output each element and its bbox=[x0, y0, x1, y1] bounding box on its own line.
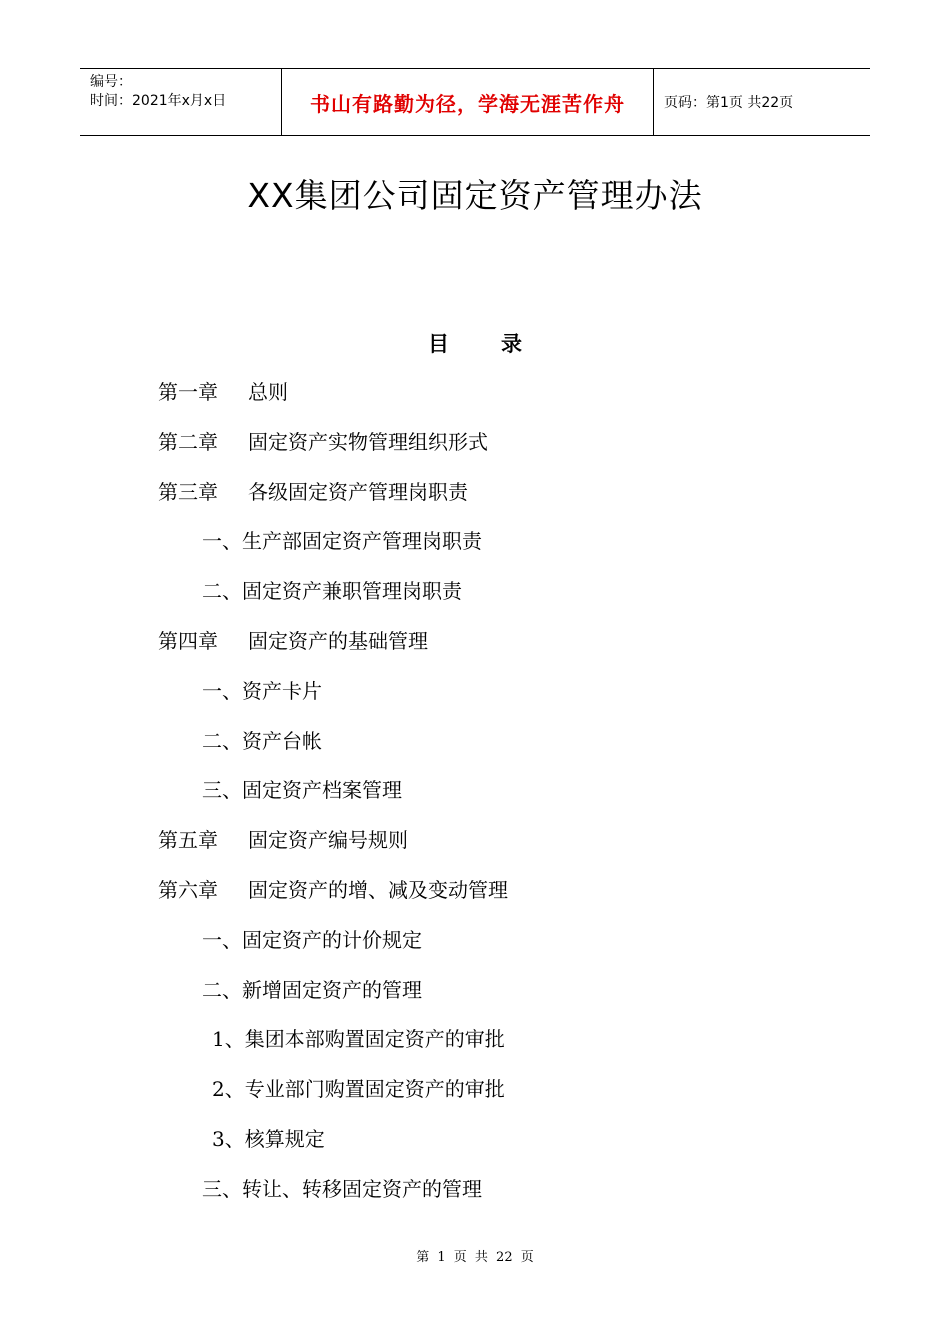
toc-entry[interactable] bbox=[158, 873, 508, 907]
toc-entry[interactable] bbox=[158, 475, 468, 509]
toc-entry-text: 固定资产的增、减及变动管理 bbox=[248, 878, 508, 902]
toc-entry-text: 固定资产兼职管理岗职责 bbox=[242, 579, 462, 603]
header-number-label: 编号： bbox=[90, 74, 132, 90]
toc-entry[interactable] bbox=[202, 724, 322, 758]
toc-entry-text: 固定资产实物管理组织形式 bbox=[248, 430, 488, 454]
toc-entry-prefix: 三、 bbox=[202, 1177, 242, 1201]
toc-entry-prefix: 3、 bbox=[212, 1127, 245, 1151]
toc-entry-prefix: 二、 bbox=[202, 729, 242, 753]
toc-entry[interactable] bbox=[212, 1022, 505, 1056]
toc-heading: 目录 bbox=[428, 331, 574, 356]
toc-entry-prefix: 第三章 bbox=[158, 480, 218, 504]
toc-entry-text: 固定资产编号规则 bbox=[248, 828, 408, 852]
toc-entry[interactable] bbox=[202, 674, 322, 708]
toc-entry-text: 各级固定资产管理岗职责 bbox=[248, 480, 468, 504]
toc-entry-text: 固定资产档案管理 bbox=[242, 778, 402, 802]
page-footer: 第 1 页 共 22 页 bbox=[416, 1250, 534, 1265]
toc-entry-prefix: 二、 bbox=[202, 579, 242, 603]
toc-entry[interactable] bbox=[202, 923, 422, 957]
header-motto: 书山有路勤为径，学海无涯苦作舟 bbox=[282, 69, 654, 135]
toc-entry-text: 总则 bbox=[248, 380, 288, 404]
toc-entry-prefix: 一、 bbox=[202, 679, 242, 703]
header-meta-cell bbox=[80, 69, 282, 135]
toc-entry[interactable] bbox=[212, 1122, 325, 1156]
toc-entry-prefix: 第五章 bbox=[158, 828, 218, 852]
toc-entry-prefix: 一、 bbox=[202, 529, 242, 553]
toc-entry[interactable] bbox=[212, 1072, 505, 1106]
toc-entry-prefix: 第四章 bbox=[158, 629, 218, 653]
toc-entry-text: 资产卡片 bbox=[242, 679, 322, 703]
toc-entry-text: 转让、转移固定资产的管理 bbox=[242, 1177, 482, 1201]
document-header bbox=[80, 68, 870, 136]
toc-entry-text: 资产台帐 bbox=[242, 729, 322, 753]
toc-entry-text: 新增固定资产的管理 bbox=[242, 978, 422, 1002]
toc-entry-text: 生产部固定资产管理岗职责 bbox=[242, 529, 482, 553]
toc-entry[interactable] bbox=[202, 574, 462, 608]
document-title: XX集团公司固定资产管理办法 bbox=[247, 176, 703, 215]
toc-entry[interactable] bbox=[158, 624, 428, 658]
header-page-info: 页码：第1页 共22页 bbox=[664, 95, 794, 111]
toc-entry-prefix: 二、 bbox=[202, 978, 242, 1002]
toc-entry[interactable] bbox=[202, 524, 482, 558]
toc-entry[interactable] bbox=[158, 425, 488, 459]
toc-entry-text: 核算规定 bbox=[244, 1127, 325, 1151]
toc-entry-text: 专业部门购置固定资产的审批 bbox=[244, 1077, 505, 1101]
toc-entry[interactable] bbox=[158, 375, 288, 409]
toc-entry-prefix: 三、 bbox=[202, 778, 242, 802]
toc-entry-text: 固定资产的计价规定 bbox=[242, 928, 422, 952]
toc-entry-prefix: 第二章 bbox=[158, 430, 218, 454]
toc-entry[interactable] bbox=[202, 973, 422, 1007]
toc-entry[interactable] bbox=[202, 773, 402, 807]
toc-entry-prefix: 第六章 bbox=[158, 878, 218, 902]
toc-entry-text: 集团本部购置固定资产的审批 bbox=[244, 1027, 505, 1051]
toc-entry[interactable] bbox=[202, 1172, 482, 1206]
toc-entry-prefix: 第一章 bbox=[158, 380, 218, 404]
header-date-label: 时间：2021年x月x日 bbox=[90, 93, 227, 109]
toc-entry[interactable] bbox=[158, 823, 408, 857]
toc-entry-prefix: 2、 bbox=[212, 1077, 245, 1101]
toc-entry-prefix: 1、 bbox=[212, 1027, 245, 1051]
toc-entry-text: 固定资产的基础管理 bbox=[248, 629, 428, 653]
toc-entry-prefix: 一、 bbox=[202, 928, 242, 952]
